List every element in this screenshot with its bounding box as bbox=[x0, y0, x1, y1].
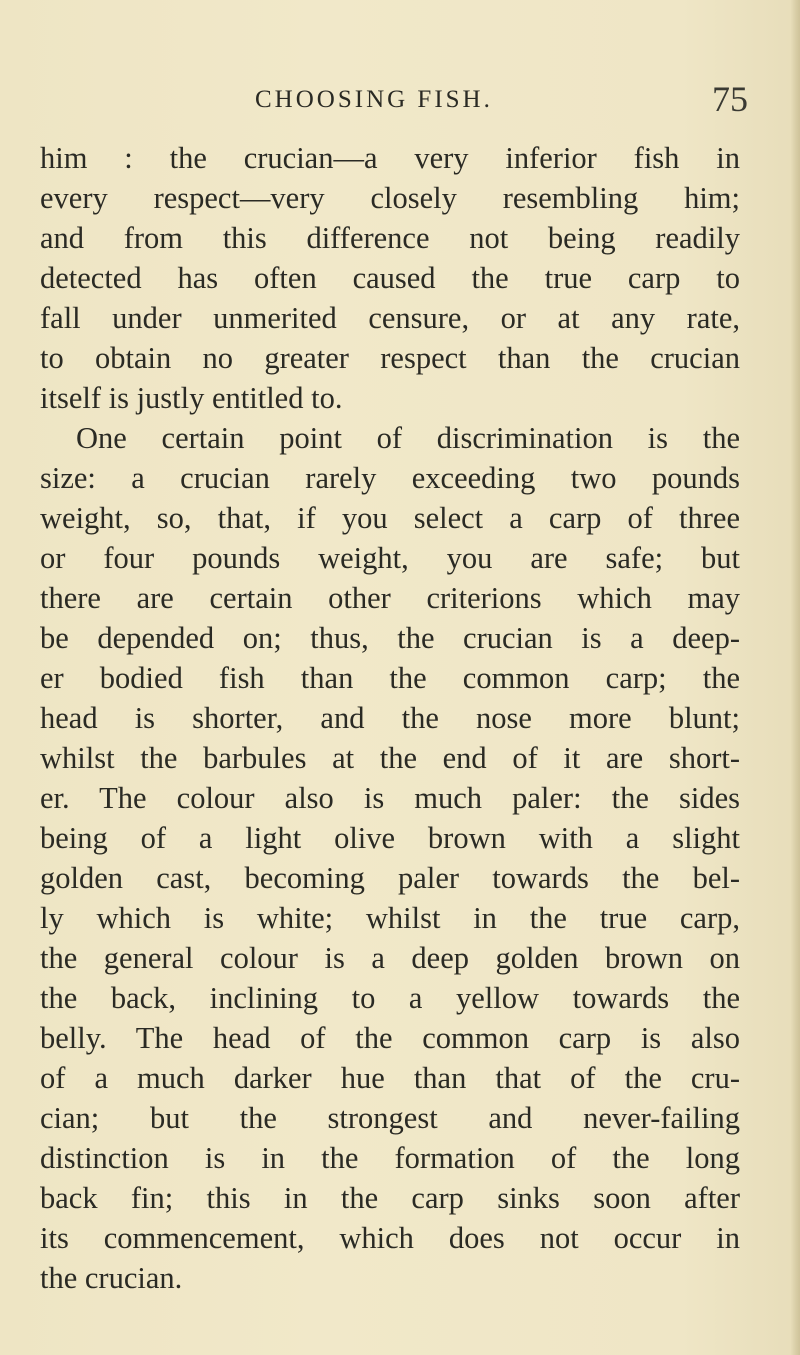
text-line: be depended on; thus, the crucian is a deep- bbox=[40, 621, 740, 655]
text-line: cian; but the strongest and never-failing bbox=[40, 1101, 740, 1135]
text-line: golden cast, becoming paler towards the bel- bbox=[40, 861, 740, 895]
text-line: weight, so, that, if you select a carp of three bbox=[40, 501, 740, 535]
text-line: er bodied fish than the common carp; the bbox=[40, 661, 740, 695]
text-line: the crucian. bbox=[40, 1261, 183, 1295]
page-number: 75 bbox=[712, 79, 748, 119]
text-line: size: a crucian rarely exceeding two pounds bbox=[40, 461, 740, 495]
text-line: whilst the barbules at the end of it are short- bbox=[40, 741, 740, 775]
text-line: er. The colour also is much paler: the sides bbox=[40, 781, 740, 815]
running-head-title: CHOOSING FISH. bbox=[255, 86, 493, 113]
text-line: the general colour is a deep golden brown on bbox=[40, 941, 740, 975]
text-line: detected has often caused the true carp to bbox=[40, 261, 740, 295]
text-line: to obtain no greater respect than the crucian bbox=[40, 341, 740, 375]
text-line: or four pounds weight, you are safe; but bbox=[40, 541, 740, 575]
text-line: every respect—very closely resembling him; bbox=[40, 181, 740, 215]
text-line: back fin; this in the carp sinks soon after bbox=[40, 1181, 740, 1215]
text-line: of a much darker hue than that of the cru- bbox=[40, 1061, 740, 1095]
text-line: belly. The head of the common carp is also bbox=[40, 1021, 740, 1055]
text-line: there are certain other criterions which may bbox=[40, 581, 740, 615]
text-line: itself is justly entitled to. bbox=[40, 381, 343, 415]
body-text bbox=[40, 138, 740, 1298]
text-line: ly which is white; whilst in the true carp, bbox=[40, 901, 740, 935]
running-head bbox=[0, 80, 800, 120]
text-line: him : the crucian—a very inferior fish in bbox=[40, 141, 740, 175]
text-line: distinction is in the formation of the long bbox=[40, 1141, 740, 1175]
text-line: its commencement, which does not occur in bbox=[40, 1221, 740, 1255]
page-edge bbox=[790, 0, 800, 1355]
text-line: being of a light olive brown with a slight bbox=[40, 821, 740, 855]
paragraph-first-line: One certain point of discrimination is the bbox=[76, 421, 740, 455]
text-line: the back, inclining to a yellow towards the bbox=[40, 981, 740, 1015]
text-line: and from this difference not being readily bbox=[40, 221, 740, 255]
text-line: head is shorter, and the nose more blunt; bbox=[40, 701, 740, 735]
text-line: fall under unmerited censure, or at any rate, bbox=[40, 301, 740, 335]
